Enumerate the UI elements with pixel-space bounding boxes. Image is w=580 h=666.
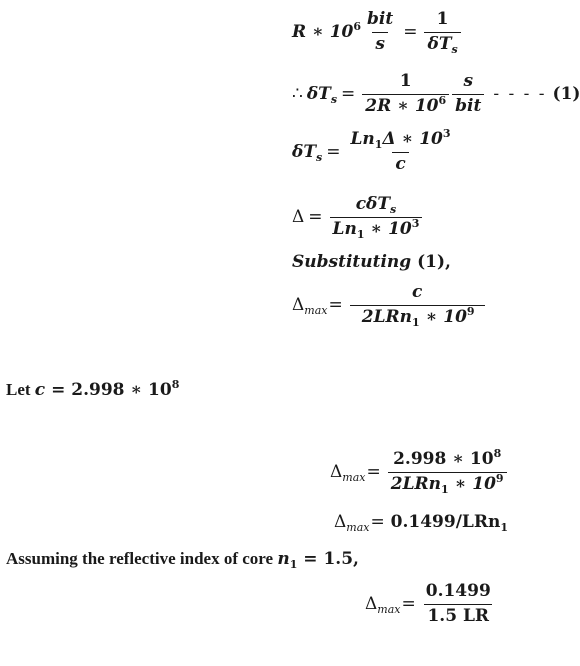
eq3-equals: = bbox=[326, 142, 341, 163]
eq1-frac1-numerator: bit bbox=[367, 9, 394, 29]
eq5-denominator: 2LRn$_1$ ∗ $10^9$ bbox=[350, 305, 485, 328]
let-text: Let bbox=[6, 380, 35, 399]
eq2-frac1-denominator: 2R ∗ $10^6$ bbox=[362, 94, 449, 117]
eq3-denominator: c bbox=[392, 152, 408, 175]
assuming-var: $n_1$ bbox=[277, 549, 298, 571]
let-c-line bbox=[6, 380, 179, 400]
eq5-fraction bbox=[350, 283, 485, 327]
eq1-equals: = bbox=[403, 22, 418, 43]
eq2-fraction-inverse-2r bbox=[362, 72, 449, 116]
eq5-lhs: $\Delta_{max}$ bbox=[292, 295, 328, 318]
equation-delta-ts bbox=[292, 72, 580, 116]
eq7-lhs: $\Delta_{max}$ bbox=[334, 512, 370, 534]
eq2-frac2-denominator: bit bbox=[452, 94, 484, 117]
eq3-fraction bbox=[347, 127, 453, 174]
eq7-rhs: 0.1499/LRn$_1$ bbox=[384, 512, 509, 534]
equation-bitrate bbox=[292, 10, 464, 54]
eq1-frac2-denominator: $\delta T_s$ bbox=[424, 32, 460, 55]
eq8-lhs: $\Delta_{max}$ bbox=[365, 594, 401, 617]
equation-delta-max-final bbox=[365, 582, 497, 626]
eq2-frac1-numerator: 1 bbox=[399, 71, 412, 91]
eq2-tag: (1) bbox=[552, 84, 580, 105]
assuming-index-line bbox=[6, 549, 359, 569]
eq4-fraction bbox=[330, 195, 423, 239]
eq1-lhs: R ∗ $10^6$ bbox=[292, 20, 362, 43]
eq2-fraction-s-per-bit bbox=[452, 72, 484, 116]
eq4-lhs: Δ bbox=[292, 207, 305, 228]
eq2-equals: = bbox=[341, 84, 356, 105]
equation-delta bbox=[292, 195, 425, 239]
therefore-symbol: ∴ bbox=[292, 84, 303, 105]
eq5-equals: = bbox=[328, 295, 343, 316]
assuming-text: Assuming the reflective index of core bbox=[6, 549, 278, 568]
assuming-value: = 1.5, bbox=[297, 549, 359, 569]
eq7-equals: = bbox=[370, 512, 385, 532]
eq5-numerator: c bbox=[411, 282, 423, 302]
equation-delta-max-substituted bbox=[330, 447, 510, 496]
let-value: = 2.998 ∗ $10^8$ bbox=[45, 378, 180, 400]
eq3-lhs: $\delta T_s$ bbox=[292, 142, 323, 165]
substituting-line bbox=[292, 252, 451, 272]
eq4-equals: = bbox=[308, 207, 323, 228]
substituting-ref: (1), bbox=[411, 252, 451, 272]
eq6-numerator: 2.998 ∗ $10^8$ bbox=[393, 447, 502, 469]
eq4-numerator: cδT$_s$ bbox=[355, 194, 397, 216]
eq3-numerator: $Ln_1\Delta$ ∗ $10^3$ bbox=[350, 127, 451, 151]
eq1-frac2-numerator: 1 bbox=[436, 9, 449, 29]
substituting-label: Substituting bbox=[292, 252, 412, 272]
eq2-frac2-numerator: s bbox=[463, 71, 474, 91]
eq6-denominator: 2LRn$_1$ ∗ $10^9$ bbox=[388, 472, 507, 495]
eq1-frac1-denominator: s bbox=[372, 32, 388, 55]
eq4-denominator: $Ln_1$ ∗ $10^3$ bbox=[330, 217, 423, 240]
eq2-lhs: $\delta T_s$ bbox=[306, 84, 338, 107]
eq8-numerator: 0.1499 bbox=[425, 581, 491, 601]
let-var: c bbox=[34, 380, 46, 400]
eq6-lhs: $\Delta_{max}$ bbox=[330, 462, 366, 485]
eq6-equals: = bbox=[366, 462, 381, 483]
eq8-denominator: 1.5 LR bbox=[424, 604, 492, 627]
eq8-fraction bbox=[423, 582, 494, 626]
eq1-fraction-bit-per-s bbox=[364, 10, 396, 54]
equation-delta-max-simplified bbox=[334, 512, 508, 532]
equation-delta-max-general bbox=[292, 283, 488, 327]
equation-delay-spread bbox=[292, 127, 457, 174]
eq6-fraction bbox=[388, 447, 507, 496]
eq8-equals: = bbox=[401, 594, 416, 615]
eq2-dashes: - - - - bbox=[493, 84, 547, 105]
eq1-fraction-inverse-dts bbox=[424, 10, 460, 54]
